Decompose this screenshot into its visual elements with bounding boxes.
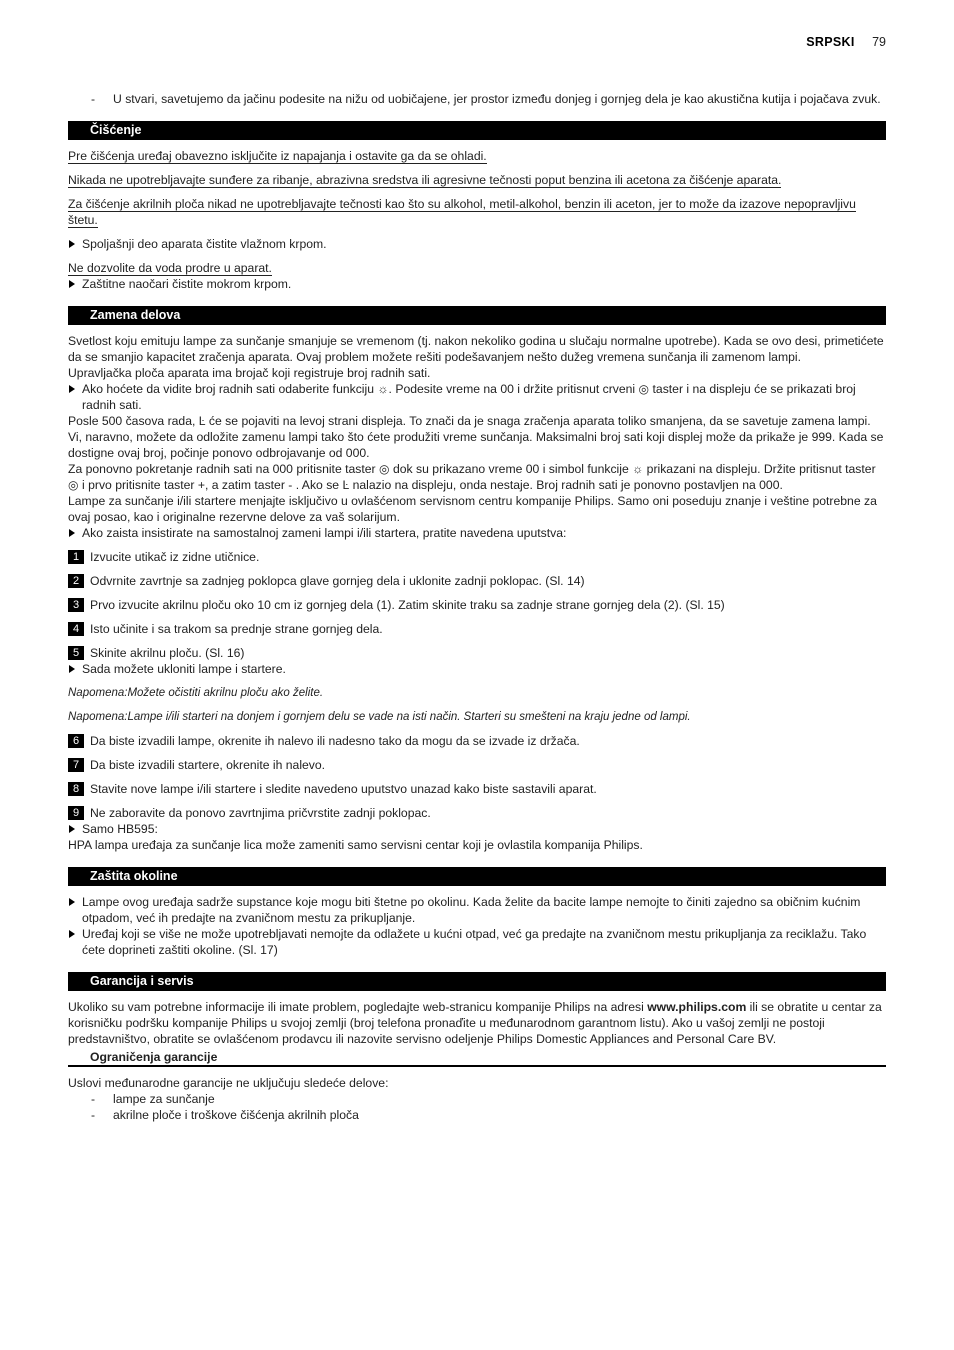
replacement-paragraph-1: Svetlost koju emituju lampe za sunčanje smanjuje se vremenom (tj. nakon nekoliko godina u slučaju normalne upotrebe). Kada se ovo desi, primetićete da se smanjio kapacitet zračenja aparata. Ovaj problem možete rešiti podešavanjem nešto dužeg vremena sunčanja ili zamenom lampi.: [68, 334, 884, 364]
page-header: [806, 34, 886, 50]
step-2: 2 Odvrnite zavrtnje sa zadnjeg poklopca glave gornjeg dela i uklonite zadnji poklopac. (Sl. 14): [68, 573, 886, 589]
bullet-environment-lamps: Lampe ovog uređaja sadrže supstance koje mogu biti štetne po okolinu. Kada želite da bacite lampe nemojte to činiti zajedno sa običnim kućnim otpadom, već ih predajte na zvaničnom mestu za prikupljanje.: [68, 894, 886, 926]
step-9: 9 Ne zaboravite da ponovo zavrtnjima pričvrstite zadnji poklopac.: [68, 805, 886, 821]
section-heading-environment: Zaštita okoline: [68, 867, 886, 886]
note-starters: Napomena:Lampe i/ili starteri na donjem i gornjem delu se vade na isti način. Starteri su smešteni na kraju jedne od lampi.: [68, 711, 691, 723]
bullet-view-hours: Ako hoćete da vidite broj radnih sati odaberite funkciju ☼. Podesite vreme na 00 i držite pritisnut crveni ◎ taster i na displeju će se prikazati broj radnih sati.: [68, 381, 886, 413]
section-heading-replacement: Zamena delova: [68, 306, 886, 325]
restriction-item: - lampe za sunčanje: [68, 1091, 886, 1107]
replacement-paragraph-5: Lampe za sunčanje i/ili startere menjajte isključivo u ovlašćenom servisnom centru kompanije Philips. Samo oni poseduju znanje i veštine potrebne za ovaj posao, kao i originalne rezervne delove za vaš solarijum.: [68, 494, 877, 524]
replacement-paragraph-3: Posle 500 časova rada, Ŀ će se pojaviti na levoj strani displeja. To znači da je snaga zračenja aparata toliko smanjena, da se savetuje zamena lampi. Vi, naravno, možete da odložite zamenu lampi tako što ćete produžiti vreme sunčanja. Maksimalni broj sati koji displej može da prikaže je 999. Kada se dostigne ovaj broj, počinje ponovo odbrojavanje od 000.: [68, 414, 884, 460]
philips-website-link[interactable]: www.philips.com: [647, 1000, 747, 1014]
bullet-hb595: Samo HB595:: [68, 821, 886, 837]
step-4: 4 Isto učinite i sa trakom sa prednje strane gornjeg dela.: [68, 621, 886, 637]
step-5: 5 Skinite akrilnu ploču. (Sl. 16): [68, 645, 886, 661]
replacement-paragraph-6: HPA lampa uređaja za sunčanje lica može zameniti samo servisni centar koji je ovlastila kompanija Philips.: [68, 838, 643, 852]
subheading-guarantee-restrictions: Ograničenja garancije: [68, 1049, 886, 1067]
page-content: [68, 91, 886, 1123]
replacement-paragraph-2: Upravljačka ploča aparata ima brojač koji registruje broj radnih sati.: [68, 366, 431, 380]
replacement-paragraph-4: Za ponovno pokretanje radnih sati na 000 pritisnite taster ◎ dok su prikazano vreme 00 i simbol funkcije ☼ prikazani na displeju. Držite pritisnut taster ◎ i prvo pritisnite taster +, a zatim taster - . Ako se Ŀ nalazio na displeju, onda nestaje. Broj radnih sati je ponovno postavljen na 000.: [68, 462, 876, 492]
bullet-remove-lamps: Sada možete ukloniti lampe i startere.: [68, 661, 886, 677]
guarantee-paragraph: Ukoliko su vam potrebne informacije ili imate problem, pogledajte web-stranicu kompanije Philips na adresi www.philips.com ili se obratite u centar za korisničku podršku kompanije Philips u svojoj zemlji (broj telefona pronaďite u međunarodnom garantnom listu). Ako u vašoj zemlji ne postoji predstavništvo, obratite se ovlašćenom prodavcu ili nazovite servisno odeljenje Philips Domestic Appliances and Personal Care BV.: [68, 1000, 882, 1046]
language-label: SRPSKI: [806, 35, 855, 49]
step-7: 7 Da biste izvadili startere, okrenite ih nalevo.: [68, 757, 886, 773]
warning-abrasives: Nikada ne upotrebljavajte sunđere za ribanje, abrazivna sredstva ili agresivne tečnosti poput benzina ili acetona za čišćenje aparata.: [68, 173, 782, 187]
bullet-environment-disposal: Uređaj koji se više ne može upotrebljavati nemojte da odlažete u kućni otpad, već ga predajte na zvaničnom mestu prikupljanja za reciklažu. Tako ćete doprineti zaštiti okoline. (Sl. 17): [68, 926, 886, 958]
bullet-clean-exterior: Spoljašnji deo aparata čistite vlažnom krpom.: [68, 236, 886, 252]
section-heading-guarantee: Garancija i servis: [68, 972, 886, 991]
step-3: 3 Prvo izvucite akrilnu ploču oko 10 cm iz gornjeg dela (1). Zatim skinite traku sa zadnje strane gornjeg dela (2). (Sl. 15): [68, 597, 886, 613]
step-6: 6 Da biste izvadili lampe, okrenite ih nalevo ili nadesno tako da mogu da se izvade iz držača.: [68, 733, 886, 749]
bullet-clean-goggles: Zaštitne naočari čistite mokrom krpom.: [68, 276, 886, 292]
step-1: 1 Izvucite utikač iz zidne utičnice.: [68, 549, 886, 565]
step-8: 8 Stavite nove lampe i/ili startere i sledite navedeno uputstvo unazad kako biste sastavili aparat.: [68, 781, 886, 797]
warning-water: Ne dozvolite da voda prodre u aparat.: [68, 261, 272, 275]
warning-acrylic: Za čišćenje akrilnih ploča nikad ne upotrebljavajte tečnosti kao što su alkohol, metil-alkohol, benzin ili aceton, jer to može da izazove nepopravljivu štetu.: [68, 197, 856, 227]
restriction-item: - akrilne ploče i troškove čišćenja akrilnih ploča: [68, 1107, 886, 1123]
page-number: 79: [872, 35, 886, 49]
warning-unplug: Pre čišćenja uređaj obavezno isključite iz napajanja i ostavite ga da se ohladi.: [68, 149, 487, 163]
section-heading-cleaning: Čišćenje: [68, 121, 886, 140]
note-clean-acrylic: Napomena:Možete očistiti akrilnu ploču ako želite.: [68, 687, 324, 699]
guarantee-restrictions-intro: Uslovi međunarodne garancije ne uključuju sledeće delove:: [68, 1076, 389, 1090]
intro-dash-item: - U stvari, savetujemo da jačinu podesite na nižu od uobičajene, jer prostor između donjeg i gornjeg dela je kao akustična kutija i pojačava zvuk.: [68, 91, 886, 107]
bullet-self-replace: Ako zaista insistirate na samostalnoj zameni lampi i/ili startera, pratite navedena uputstva:: [68, 525, 886, 541]
